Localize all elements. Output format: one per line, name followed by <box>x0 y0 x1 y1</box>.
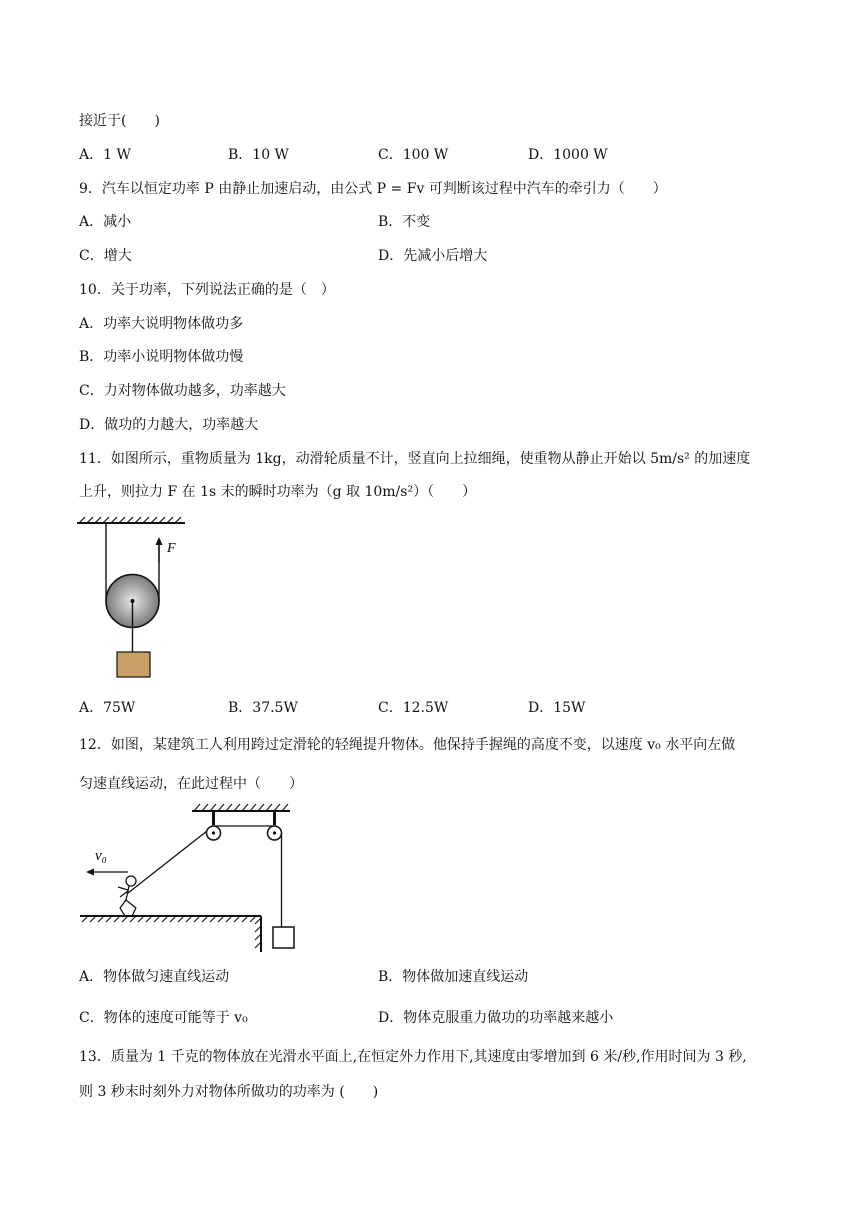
q10-option-c: C．力对物体做功越多，功率越大 <box>79 383 286 399</box>
q12-option-b: B．物体做加速直线运动 <box>378 969 529 985</box>
q12-option-d: D．物体克服重力做功的功率越来越小 <box>378 1010 614 1026</box>
q10-option-d: D．做功的力越大，功率越大 <box>79 417 259 433</box>
q12-option-c: C．物体的速度可能等于 v₀ <box>79 1010 248 1026</box>
q8-option-d: D．1000 W <box>528 147 608 163</box>
q9-stem: 9．汽车以恒定功率 P 由静止加速启动，由公式 P = Fv 可判断该过程中汽车的牵引力（ ） <box>79 181 667 197</box>
q8-option-c: C．100 W <box>378 147 449 163</box>
q10-stem: 10．关于功率，下列说法正确的是（ ） <box>79 282 335 298</box>
q10-option-a: A．功率大说明物体做功多 <box>79 316 244 332</box>
q11-option-c: C．12.5W <box>378 700 449 716</box>
q13-stem-line2: 则 3 秒末时刻外力对物体所做功的功率为 ( ) <box>79 1084 379 1100</box>
q11-option-a: A．75W <box>79 700 136 716</box>
q9-option-a: A．减小 <box>79 214 132 230</box>
q11-stem-line1: 11．如图所示，重物质量为 1kg，动滑轮质量不计，竖直向上拉细绳，使重物从静止开始以 5m/s² 的加速度 <box>79 451 751 467</box>
q11-option-d: D．15W <box>528 700 586 716</box>
q9-option-b: B．不变 <box>378 214 431 230</box>
q8-option-a: A．1 W <box>79 147 131 163</box>
q11-pulley-figure <box>75 515 195 680</box>
q13-stem-line1: 13．质量为 1 千克的物体放在光滑水平面上,在恒定外力作用下,其速度由零增加到 6 米/秒,作用时间为 3 秒, <box>79 1049 747 1065</box>
q12-option-a: A．物体做匀速直线运动 <box>79 969 230 985</box>
q12-worker-pulley-figure <box>78 800 308 960</box>
q10-option-b: B．功率小说明物体做功慢 <box>79 349 244 365</box>
q8-stem-tail: 接近于( ) <box>79 113 160 129</box>
q8-option-b: B．10 W <box>228 147 289 163</box>
q12-stem-line1: 12．如图，某建筑工人利用跨过定滑轮的轻绳提升物体。他保持手握绳的高度不变，以速度 v₀ 水平向左做 <box>79 737 736 753</box>
q11-force-label: F <box>167 541 176 556</box>
q12-velocity-label: v₀ <box>95 848 107 864</box>
q11-stem-line2: 上升，则拉力 F 在 1s 末的瞬时功率为（g 取 10m/s²）（ ） <box>79 484 477 500</box>
q9-option-d: D．先减小后增大 <box>378 248 488 264</box>
q9-option-c: C．增大 <box>79 248 132 264</box>
q12-stem-line2: 匀速直线运动，在此过程中（ ） <box>79 776 303 792</box>
q11-option-b: B．37.5W <box>228 700 298 716</box>
